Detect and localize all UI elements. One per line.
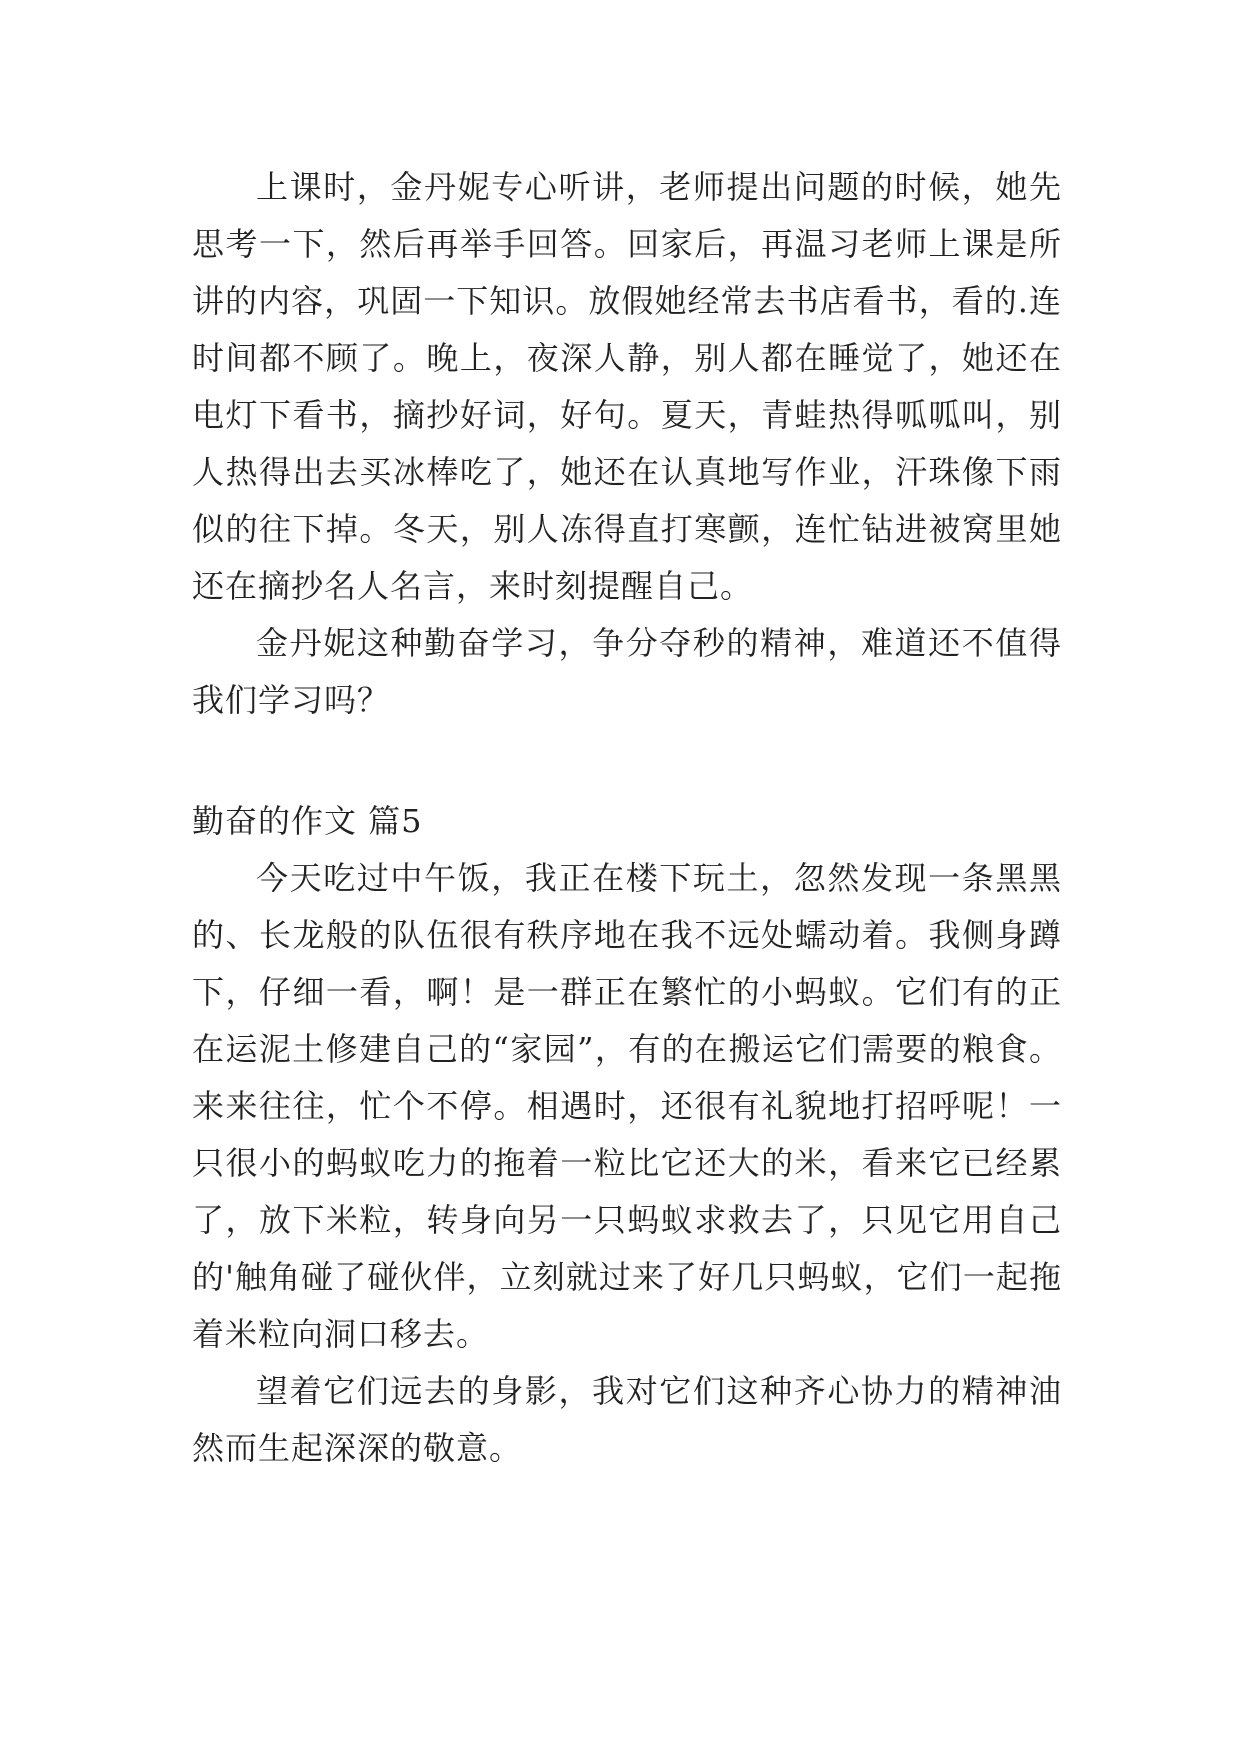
- paragraph-conclusion: 金丹妮这种勤奋学习，争分夺秒的精神，难道还不值得我们学习吗？: [192, 624, 1062, 719]
- paragraph-respect: 望着它们远去的身影，我对它们这种齐心协力的精神油然而生起深深的敬意。: [192, 1372, 1062, 1467]
- essay-section-previous: [192, 159, 1062, 729]
- essay-heading: 勤奋的作文 篇5: [192, 802, 423, 840]
- paragraph-study-habits: 上课时，金丹妮专心听讲，老师提出问题的时候，她先思考一下，然后再举手回答。回家后，再温习老师上课是所讲的内容，巩固一下知识。放假她经常去书店看书，看的.连时间都不顾了。晚上，夜深人静，别人都在睡觉了，她还在电灯下看书，摘抄好词，好句。夏天，青蛙热得呱呱叫，别人热得出去买冰棒吃了，她还在认真地写作业，汗珠像下雨似的往下掉。冬天，别人冻得直打寒颤，连忙钻进被窝里她还在摘抄名人名言，来时刻提醒自己。: [192, 168, 1062, 605]
- essay-section-5: [192, 850, 1062, 1477]
- paragraph-ants: 今天吃过中午饭，我正在楼下玩土，忽然发现一条黑黑的、长龙般的队伍很有秩序地在我不远处蠕动着。我侧身蹲下，仔细一看，啊！是一群正在繁忙的小蚂蚁。它们有的正在运泥土修建自己的“家园”，有的在搬运它们需要的粮食。来来往往，忙个不停。相遇时，还很有礼貌地打招呼呢！一只很小的蚂蚁吃力的拖着一粒比它还大的米，看来它已经累了，放下米粒，转身向另一只蚂蚁求救去了，只见它用自己的'触角碰了碰伙伴，立刻就过来了好几只蚂蚁，它们一起拖着米粒向洞口移去。: [192, 859, 1062, 1353]
